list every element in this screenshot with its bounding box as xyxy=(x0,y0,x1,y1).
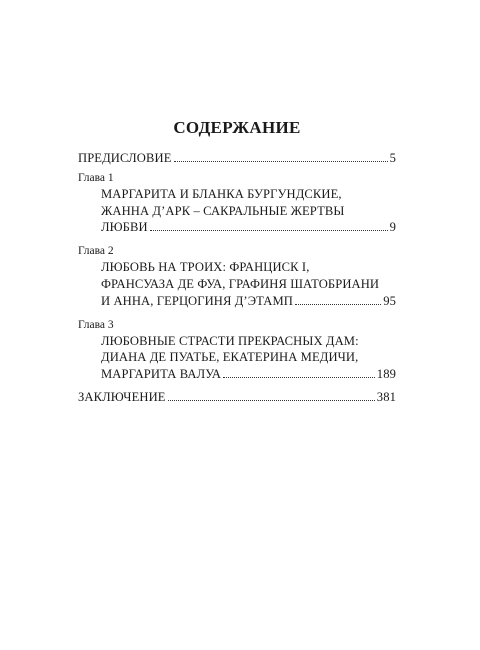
chapter-title-line: ДИАНА ДЕ ПУАТЬЕ, ЕКАТЕРИНА МЕДИЧИ, xyxy=(101,350,359,365)
toc-entry-label: ПРЕДИСЛОВИЕ xyxy=(78,151,172,165)
dot-leader xyxy=(168,400,375,401)
chapter-title-line: МАРГАРИТА И БЛАНКА БУРГУНДСКИЕ, xyxy=(101,186,342,201)
chapter-title-line: ЛЮБОВЬ НА ТРОИХ: ФРАНЦИСК I, xyxy=(101,260,310,275)
chapter-title-last-line xyxy=(101,293,396,310)
chapter-title-last-line xyxy=(101,366,396,383)
toc-entry-chapter-2[interactable] xyxy=(78,259,396,309)
chapter-title-last-line xyxy=(101,219,396,236)
chapter-title-line: И АННА, ГЕРЦОГИНЯ Д’ЭТАМП xyxy=(101,293,293,308)
toc-entry-label: ЗАКЛЮЧЕНИЕ xyxy=(78,389,166,404)
dot-leader xyxy=(223,377,375,378)
toc-entry-chapter-1[interactable] xyxy=(78,186,396,236)
dot-leader xyxy=(295,304,381,305)
dot-leader xyxy=(174,161,388,162)
chapter-label: Глава 3 xyxy=(78,318,114,331)
chapter-label: Глава 2 xyxy=(78,245,114,258)
toc-page-number: 189 xyxy=(376,367,396,382)
toc-entry-conclusion[interactable] xyxy=(78,389,396,406)
toc-page-number: 381 xyxy=(376,389,396,404)
chapter-title-line: МАРГАРИТА ВАЛУА xyxy=(101,367,222,382)
toc-page-number: 95 xyxy=(383,293,396,308)
toc-entry-chapter-3[interactable] xyxy=(78,333,396,383)
chapter-title-line: ЛЮБОВНЫЕ СТРАСТИ ПРЕКРАСНЫХ ДАМ: xyxy=(101,333,359,348)
toc-page-number: 9 xyxy=(389,220,396,235)
chapter-title-line: ФРАНСУАЗА ДЕ ФУА, ГРАФИНЯ ШАТОБРИАНИ xyxy=(101,276,380,291)
page-title: СОДЕРЖАНИЕ xyxy=(173,118,301,137)
dot-leader xyxy=(150,230,388,231)
chapter-label: Глава 1 xyxy=(78,171,114,184)
toc-entry-preface[interactable] xyxy=(78,150,396,167)
chapter-title-line: ЖАННА Д’АРК – САКРАЛЬНЫЕ ЖЕРТВЫ xyxy=(101,203,345,218)
table-of-contents xyxy=(78,118,396,406)
toc-page-number: 5 xyxy=(389,151,396,165)
chapter-title-line: ЛЮБВИ xyxy=(101,220,148,235)
